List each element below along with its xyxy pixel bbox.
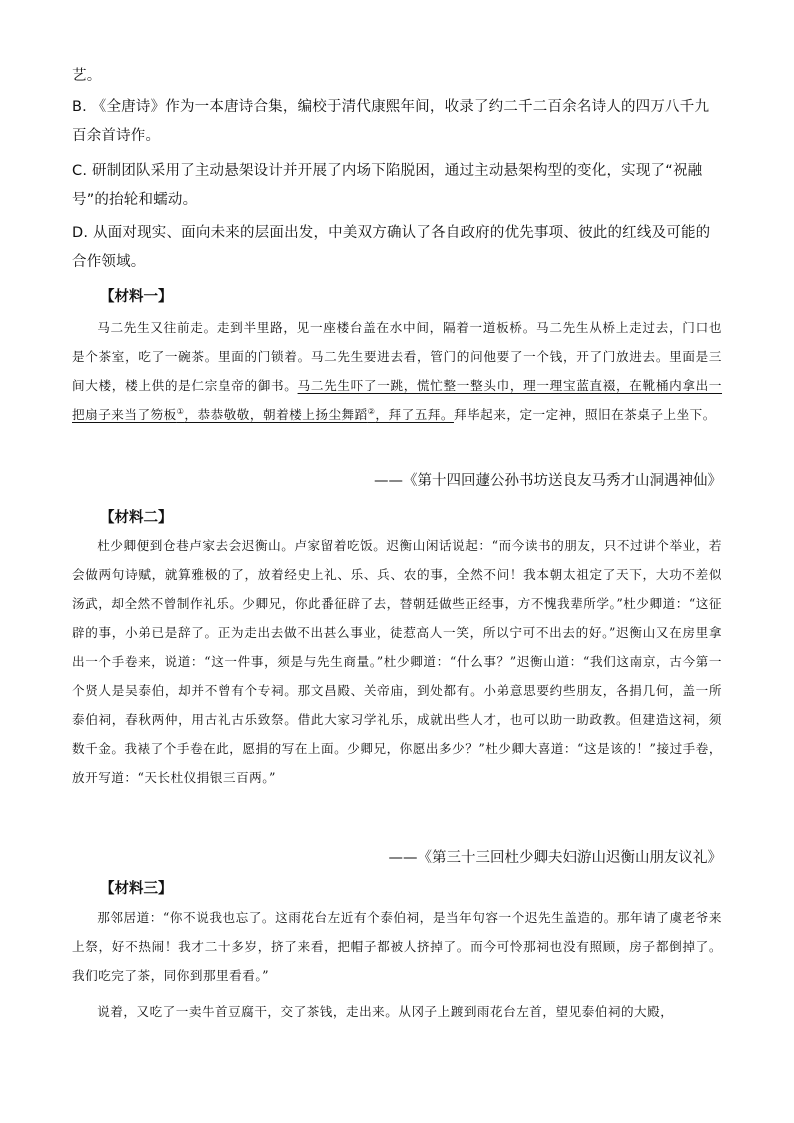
material1-underlined-part2: ，恭恭敬敬，朝着楼上扬尘舞蹈	[184, 407, 368, 422]
material1-text-after: 拜毕起来，定一定神，照旧在茶桌子上坐下。	[453, 407, 716, 422]
material1-source: ——《第十四回蘧公孙书坊送良友马秀才山洞遇神仙》	[374, 473, 722, 489]
option-d: D. 从面对现实、面向未来的层面出发，中美双方确认了各自政府的优先事项、彼此的红线及可能的合作领域。	[72, 225, 711, 270]
footnote-marker-1: ①	[176, 406, 185, 416]
material3-text-1: 那邻居道：“你不说我也忘了。这雨花台左近有个泰伯祠，是当年句容一个迟先生盖造的。那年请了虞老爷来上祭，好不热闹！我才二十多岁，挤了来看，把帽子都被人挤掉了。而今可怜那祠也没有照顾，房子都倒掉了。我们吃完了茶，同你到那里看看。”	[72, 910, 722, 983]
material1-heading: 【材料一】	[100, 289, 173, 305]
material2-heading: 【材料二】	[100, 510, 173, 526]
option-b: B. 《全唐诗》作为一本唐诗合集，编校于清代康熙年间，收录了约二千二百余名诗人的四万八千九百余首诗作。	[72, 99, 710, 144]
material1-text	[72, 313, 722, 429]
material3-text-2: 说着，又吃了一卖牛首豆腐干，交了茶钱，走出来。从冈子上踱到雨花台左首，望见泰伯祠的大殿，	[97, 1004, 674, 1019]
top-fragment: 艺。	[72, 68, 102, 84]
option-c: C. 研制团队采用了主动悬架设计并开展了内场下陷脱困，通过主动悬架构型的变化，实现了“祝融号”的抬轮和蠕动。	[72, 163, 703, 208]
material1-underlined-part1: 马二先生吓了一跳，慌忙整一整头巾，理一理宝蓝直裰，在靴桶内拿出一把扇子来当了笏板	[72, 378, 723, 422]
material1-text-before: 马二先生又往前走。走到半里路，见一座楼台盖在水中间，隔着一道板桥。马二先生从桥上走过去，门口也是个茶室，吃了一碗茶。里面的门锁着。马二先生要进去看，管门的问他要了一个钱，开了门放进去。里面是三间大楼，楼上供的是仁宗皇帝的御书。	[72, 320, 722, 393]
material2-source: ——《第三十三回杜少卿夫妇游山迟衡山朋友议礼》	[388, 850, 722, 866]
material2-text: 杜少卿便到仓巷卢家去会迟衡山。卢家留着吃饭。迟衡山闲话说起：“而今读书的朋友，只不过讲个举业，若会做两句诗赋，就算雅极的了，放着经史上礼、乐、兵、农的事，全然不问！我本朝太祖定了天下，大功不差似汤武，却全然不曾制作礼乐。少卿兄，你此番征辟了去，替朝廷做些正经事，方不愧我辈所学。”杜少卿道：“这征辟的事，小弟已是辞了。正为走出去做不出甚么事业，徒惹高人一笑，所以宁可不出去的好。”迟衡山又在房里拿出一个手卷来，说道：“这一件事，须是与先生商量。”杜少卿道：“什么事？”迟衡山道：“我们这南京，古今第一个贤人是吴泰伯，却并不曾有个专祠。那文昌殿、关帝庙，到处都有。小弟意思要约些朋友，各捐几何，盖一所泰伯祠，春秋两仲，用古礼古乐致祭。借此大家习学礼乐，成就出些人才，也可以助一助政教。但建造这祠，须数千金。我裱了个手卷在此，愿捐的写在上面。少卿兄，你愿出多少？”杜少卿大喜道：“这是该的！”接过手卷，放开写道：“天长杜仪捐银三百两。”	[72, 538, 722, 785]
material3-heading: 【材料三】	[100, 881, 173, 897]
material1-underlined-part3: ，拜了五拜。	[375, 407, 454, 422]
footnote-marker-2: ②	[367, 406, 376, 416]
